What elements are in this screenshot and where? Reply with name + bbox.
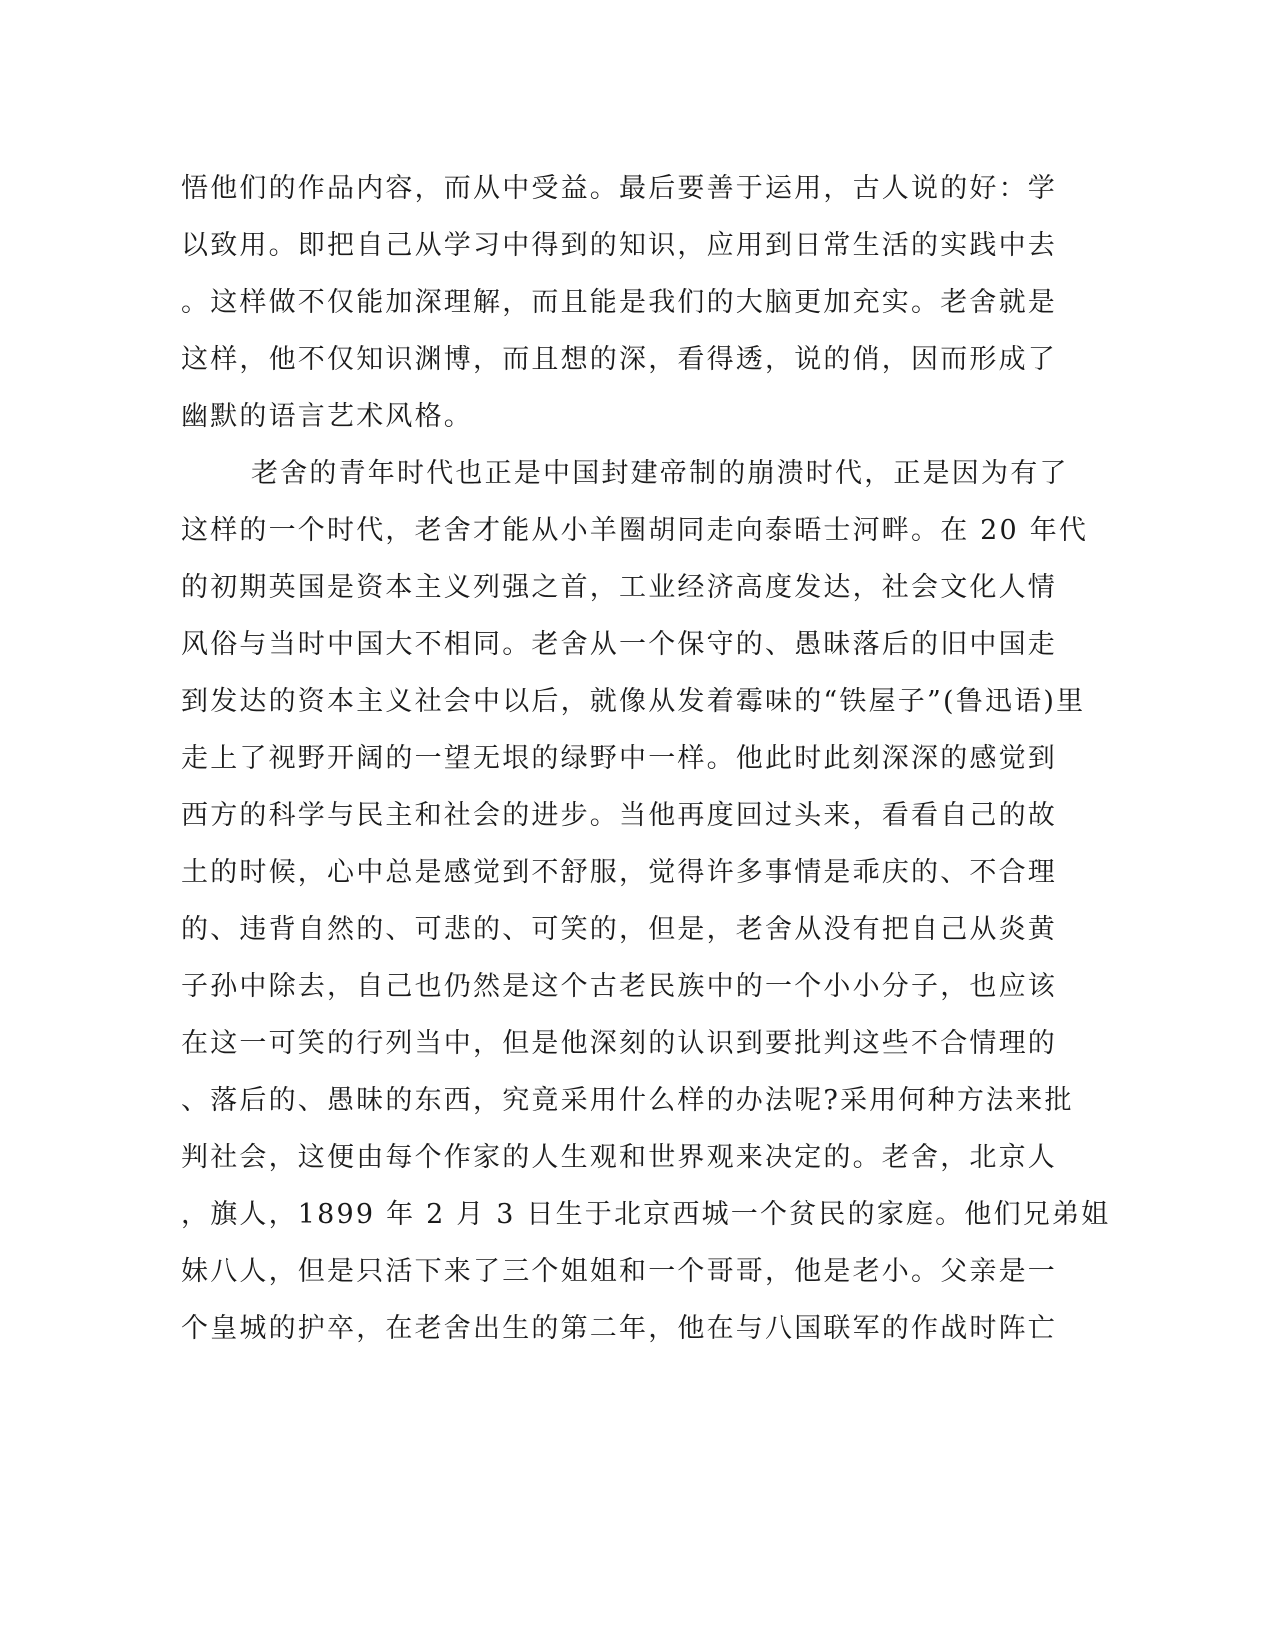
text-line: 个皇城的护卒，在老舍出生的第二年，他在与八国联军的作战时阵亡 [181,1313,1057,1344]
text-line: 妹八人，但是只活下来了三个姐姐和一个哥哥，他是老小。父亲是一 [181,1256,1057,1287]
text-line: 判社会，这便由每个作家的人生观和世界观来决定的。老舍，北京人 [181,1142,1057,1173]
text-line: 的、违背自然的、可悲的、可笑的，但是，老舍从没有把自己从炎黄 [181,914,1057,945]
text-line: 西方的科学与民主和社会的进步。当他再度回过头来，看看自己的故 [181,800,1057,831]
text-line: 土的时候，心中总是感觉到不舒服，觉得许多事情是乖庆的、不合理 [181,857,1057,888]
text-line: 在这一可笑的行列当中，但是他深刻的认识到要批判这些不合情理的 [181,1028,1057,1059]
text-line: 到发达的资本主义社会中以后，就像从发着霉味的“铁屋子”(鲁迅语)里 [181,686,1086,717]
text-line: 悟他们的作品内容，而从中受益。最后要善于运用，古人说的好：学 [181,173,1057,204]
text-line: 走上了视野开阔的一望无垠的绿野中一样。他此时此刻深深的感觉到 [181,743,1057,774]
paragraph-2 [181,445,1111,1357]
text-line: 这样的一个时代，老舍才能从小羊圈胡同走向泰晤士河畔。在 20 年代 [181,515,1089,546]
text-line: 的初期英国是资本主义列强之首，工业经济高度发达，社会文化人情 [181,572,1057,603]
paragraph-1 [181,160,1057,445]
body-text [181,160,1111,1357]
text-line: 子孙中除去，自己也仍然是这个古老民族中的一个小小分子，也应该 [181,971,1057,1002]
text-line: ，旗人，1899 年 2 月 3 日生于北京西城一个贫民的家庭。他们兄弟姐 [181,1199,1111,1230]
text-line: 这样，他不仅知识渊博，而且想的深，看得透，说的俏，因而形成了 [181,344,1057,375]
text-line: 幽默的语言艺术风格。 [181,401,473,432]
text-line: 以致用。即把自己从学习中得到的知识，应用到日常生活的实践中去 [181,230,1057,261]
text-line: 、落后的、愚昧的东西，究竟采用什么样的办法呢?采用何种方法来批 [181,1085,1074,1116]
text-line: 。这样做不仅能加深理解，而且能是我们的大脑更加充实。老舍就是 [181,287,1057,318]
text-line: 风俗与当时中国大不相同。老舍从一个保守的、愚昧落后的旧中国走 [181,629,1057,660]
text-line: 老舍的青年时代也正是中国封建帝制的崩溃时代，正是因为有了 [251,458,1069,489]
